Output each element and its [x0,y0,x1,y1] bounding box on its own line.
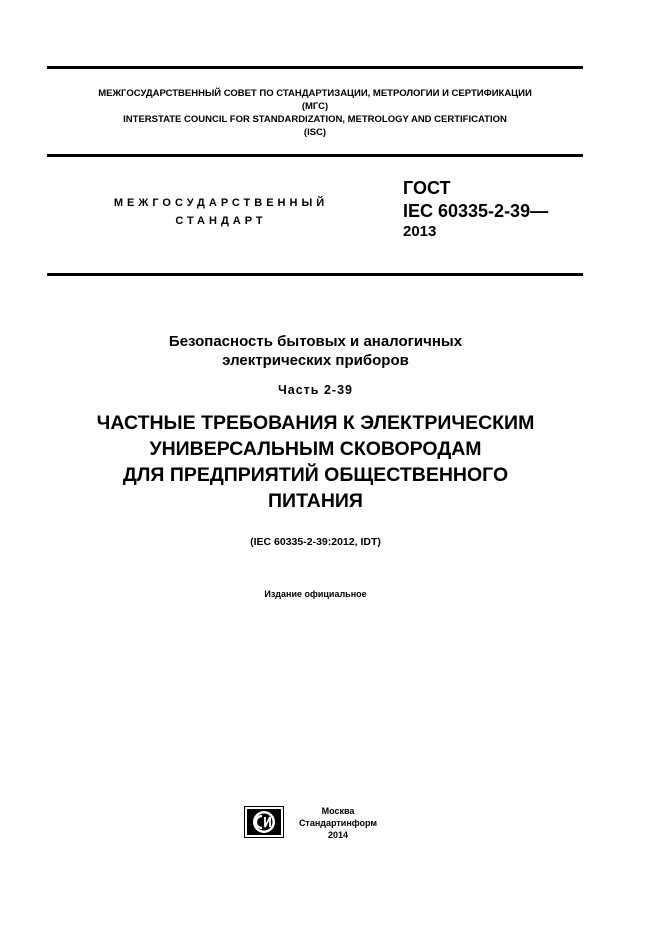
council-abbr-en: (ISC) [303,127,327,138]
subtitle-line1: Безопасность бытовых и аналогичных [168,333,463,350]
title-line3: ДЛЯ ПРЕДПРИЯТИЙ ОБЩЕСТВЕННОГО [122,464,509,486]
title-line4: ПИТАНИЯ [268,490,363,512]
standard-type [90,194,352,230]
gost-number: IEC 60335-2-39— [403,201,549,221]
title-line2: УНИВЕРСАЛЬНЫМ СКОВОРОДАМ [149,438,482,460]
publisher-city: Москва [321,806,355,816]
council-name-en: INTERSTATE COUNCIL FOR STANDARDIZATION, METROLOGY AND CERTIFICATION [123,114,507,125]
top-rule [47,66,583,69]
standard-type-line2: СТАНДАРТ [175,215,267,227]
header-rule [47,154,583,157]
council-header [47,87,583,139]
iec-reference: (IEC 60335-2-39:2012, IDT) [250,536,381,548]
document-subtitle [40,332,591,370]
standard-type-line1: МЕЖГОСУДАРСТВЕННЫЙ [113,197,329,209]
official-edition: Издание официальное [264,589,367,599]
standartinform-logo [244,806,284,838]
publisher-year: 2014 [327,830,349,840]
subtitle-line2: электрических приборов [222,352,409,369]
gost-label: ГОСТ [403,178,451,198]
publisher-block [293,805,383,841]
publisher-name: Стандартинформ [298,818,378,828]
gost-year: 2013 [403,223,437,240]
document-title [40,410,591,514]
council-name-ru: МЕЖГОСУДАРСТВЕННЫЙ СОВЕТ ПО СТАНДАРТИЗАЦИИ, МЕТРОЛОГИИ И СЕРТИФИКАЦИИ [98,88,532,99]
part-number: Часть 2-39 [278,383,353,397]
title-line1: ЧАСТНЫЕ ТРЕБОВАНИЯ К ЭЛЕКТРИЧЕСКИМ [96,412,535,434]
designation-rule [47,273,583,276]
council-abbr-ru: (МГС) [301,101,329,112]
